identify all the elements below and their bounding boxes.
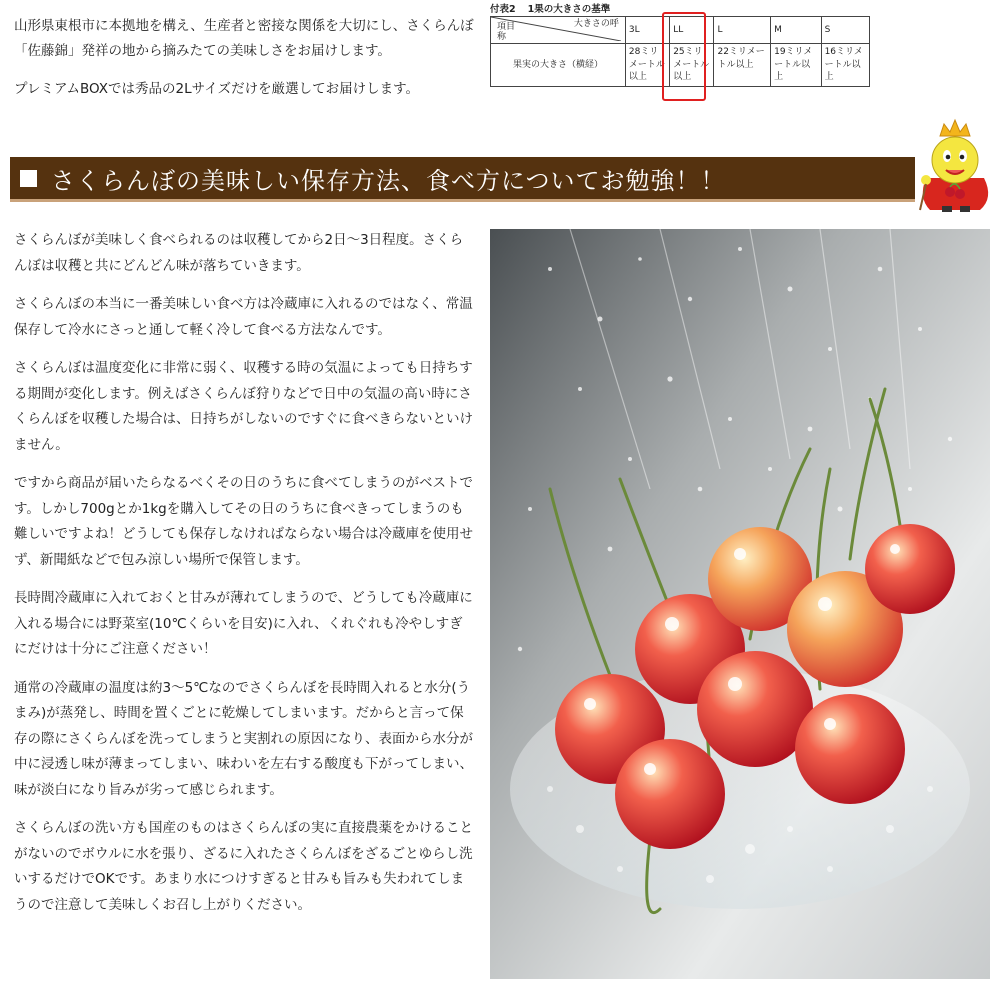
intro-text: [14, 14, 476, 115]
article-paragraph: 長時間冷蔵庫に入れておくと甘みが薄れてしまうので、どうしても冷蔵庫に入れる場合には野菜室(10℃くらいを目安)に入れ、くれぐれも冷やしすぎにだけは十分にご注意ください！: [14, 590, 473, 657]
corner-label-top: 大きさの呼: [573, 19, 619, 29]
cherry-king-mascot-icon: [912, 118, 998, 214]
article-paragraph: ですから商品が届いたらなるべくその日のうちに食べてしまうのがベストです。しかし700gとか1kgを購入してその日のうちに食べきってしまうのも難しいですよね！どうしても保存しなければならない場合は冷蔵庫を使用せず、新聞紙などで包み涼しい場所で保管します。: [14, 475, 473, 568]
table-cell: 28ミリメートル以上: [625, 44, 669, 87]
table-header: M: [771, 17, 821, 44]
article-paragraph: さくらんぼが美味しく食べられるのは収穫してから2日〜3日程度。さくらんぼは収穫と共にどんどん味が落ちていきます。: [14, 232, 464, 274]
table-header: LL: [670, 17, 714, 44]
table-title: 1果の大きさの基準: [527, 4, 611, 15]
intro-paragraph: プレミアムBOXでは秀品の2Lサイズだけを厳選してお届けします。: [14, 81, 419, 97]
corner-label-left: 項目: [497, 22, 516, 32]
table-header: S: [821, 17, 869, 44]
article-paragraph: さくらんぼの洗い方も国産のものはさくらんぼの実に直接農薬をかけることがないのでボウルに水を張り、ざるに入れたさくらんぼをざるごとゆらし洗いするだけでOKです。あまり水につけすぎると甘みも旨みも失われてしまうので注意して美味しくお召し上がりください。: [14, 820, 473, 913]
ll-highlight-box: [662, 12, 706, 101]
table-cell: 16ミリメートル以上: [821, 44, 869, 87]
section-banner: [10, 157, 915, 202]
article-paragraph: さくらんぼは温度変化に非常に弱く、収穫する時の気温によっても日持ちする期間が変化します。例えばさくらんぼ狩りなどで日中の気温の高い時にさくらんぼを収穫した場合は、日持ちがしないのですぐに食べきらないといけません。: [14, 360, 473, 453]
article-body: [14, 228, 476, 931]
table-cell: 25ミリメートル以上: [670, 44, 714, 87]
table-row-label: 果実の大きさ（横経）: [491, 44, 626, 87]
table-cell: 22ミリメートル以上: [714, 44, 771, 87]
article-paragraph: さくらんぼの本当に一番美味しい食べ方は冷蔵庫に入れるのではなく、常温保存して冷水にさっと通して軽く冷して食べる方法なんです。: [14, 296, 473, 338]
cherries-in-water-photo: [490, 229, 990, 979]
table-number: 付表2: [490, 4, 516, 15]
intro-paragraph: 山形県東根市に本拠地を構え、生産者と密接な関係を大切にし、さくらんぼ「佐藤錦」発祥の地から摘みたての美味しさをお届けします。: [14, 18, 474, 59]
section-title: さくらんぼの美味しい保存方法、食べ方についてお勉強！！: [51, 166, 726, 195]
table-header: 3L: [625, 17, 669, 44]
article-paragraph: 通常の冷蔵庫の温度は約3〜5℃なのでさくらんぼを長時間入れると水分(うまみ)が蒸発し、時間を置くごとに乾燥してしまいます。だからと言って保存の際にさくらんぼを洗ってしまうと実割れの原因になり、表面から水分が中に浸透し味が薄まってしまい、味わいを左右する酸度も下がってしまい、味が淡白になり旨みが劣って感じられます。: [14, 679, 473, 798]
table-corner-cell: [491, 17, 626, 44]
corner-label-left2: 称: [497, 32, 507, 42]
table-header: L: [714, 17, 771, 44]
square-bullet-icon: [20, 170, 37, 187]
table-cell: 19ミリメートル以上: [771, 44, 821, 87]
